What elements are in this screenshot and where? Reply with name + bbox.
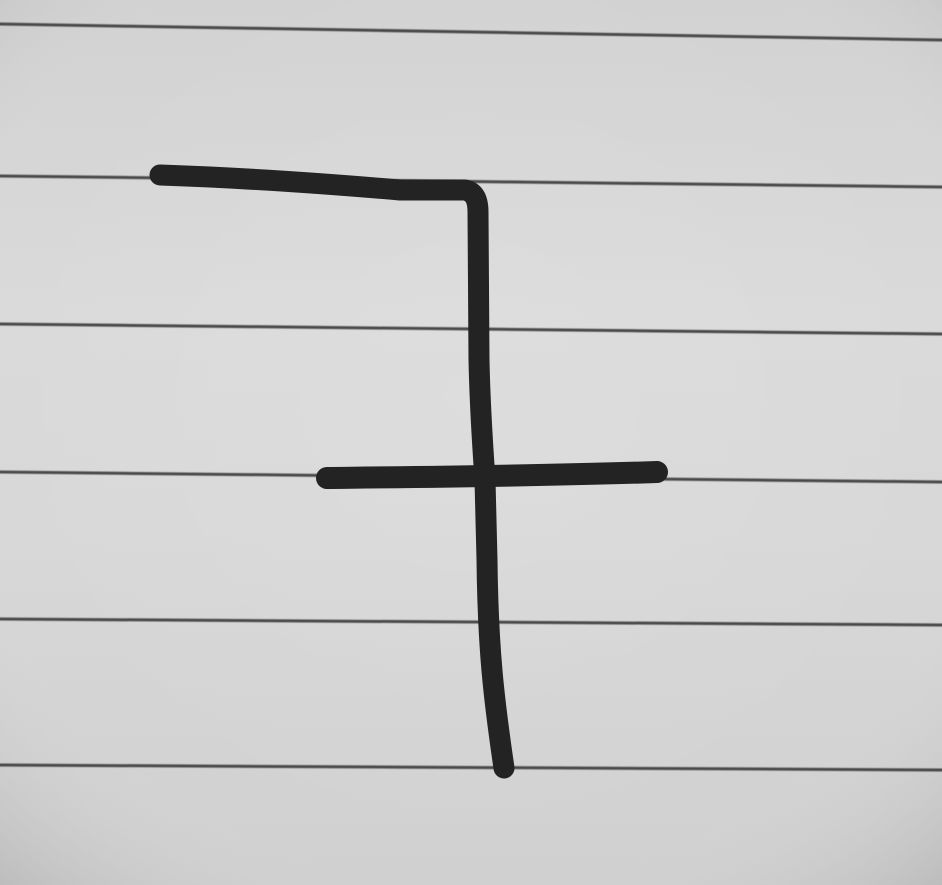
- seven-crossbar-stroke: [327, 472, 657, 478]
